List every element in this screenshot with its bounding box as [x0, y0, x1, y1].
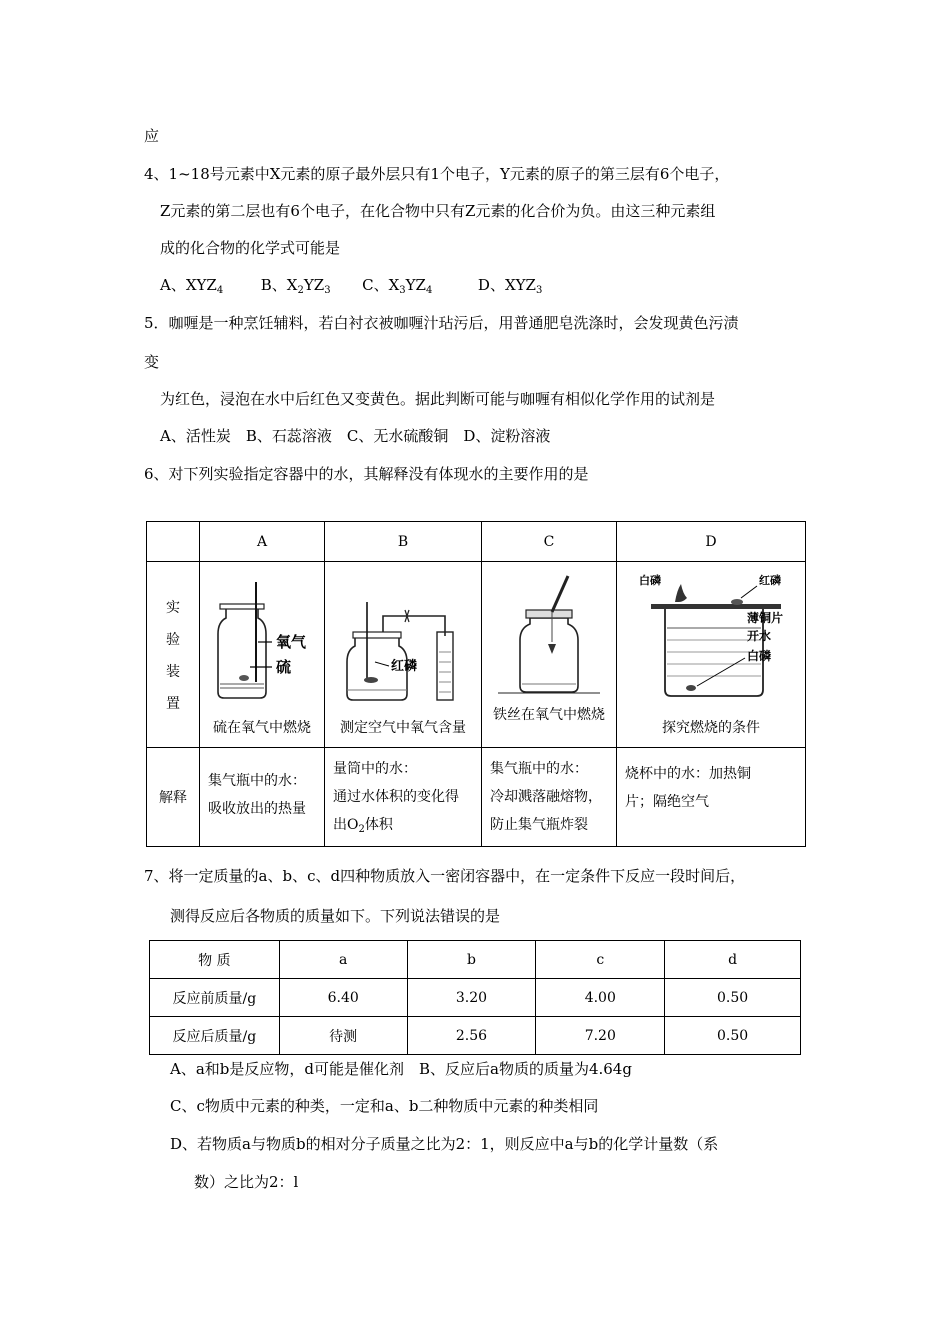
q6-cell-c-figure	[482, 562, 617, 748]
q6-stem: 6、对下列实验指定容器中的水，其解释没有体现水的主要作用的是	[144, 465, 589, 483]
label-oxygen: 氧气	[276, 633, 307, 651]
q7-header-c: c	[536, 941, 665, 979]
q5-stem-line2: 变	[144, 353, 160, 371]
q4-stem-line1: 4、1~18号元素中X元素的原子最外层只有1个电子，Y元素的原子的第三层有6个电子，	[144, 165, 730, 183]
label-white-phosphorus-bottom: 白磷	[747, 649, 772, 663]
q6-explain-d: 烧杯中的水：加热铜 片；隔绝空气	[617, 748, 806, 847]
q4-options	[160, 275, 542, 295]
page-fragment: 应	[144, 127, 160, 145]
q4-option-b: B、$X_2YZ_3$	[260, 276, 331, 296]
label-red-phosphorus: 红磷	[391, 659, 418, 674]
q6-header-d: D	[617, 522, 806, 562]
q5-stem-line1: 5．咖喱是一种烹饪辅料，若白衬衣被咖喱汁玷污后，用普通肥皂洗涤时，会发现黄色污渍	[144, 314, 739, 332]
q6-caption-b: 测定空气中氧气含量	[340, 720, 466, 736]
label-white-phosphorus-top: 白磷	[639, 574, 661, 587]
q6-cell-d-figure	[617, 562, 806, 748]
q6-header-a: A	[200, 522, 325, 562]
q6-cell-b-figure	[325, 562, 482, 748]
q6-header-empty	[147, 522, 200, 562]
q6-explain-c: 集气瓶中的水： 冷却溅落融熔物， 防止集气瓶炸裂	[482, 748, 617, 847]
label-boiling-water: 开水	[747, 629, 772, 643]
q4-option-d: D、$XYZ_3$	[477, 276, 543, 296]
q4-stem-line3: 成的化合物的化学式可能是	[160, 239, 341, 257]
q6-caption-c: 铁丝在氧气中燃烧	[493, 707, 605, 723]
q7-header-substance: 物 质	[150, 941, 280, 979]
q7-stem-line1: 7、将一定质量的a、b、c、d四种物质放入一密闭容器中，在一定条件下反应一段时间后，	[144, 867, 746, 885]
q7-header-a: a	[279, 941, 407, 979]
q6-explain-a: 集气瓶中的水： 吸收放出的热量	[200, 748, 325, 847]
q6-table	[146, 521, 806, 847]
q7-option-d-line2: 数）之比为2：l	[194, 1173, 299, 1191]
q5-options: A、活性炭 B、石蕊溶液 C、无水硫酸铜 D、淀粉溶液	[160, 427, 551, 445]
q6-explain-b: 量筒中的水： 通过水体积的变化得 出$O_2$体积	[325, 748, 482, 847]
q4-stem-line2: Z元素的第二层也有6个电子，在化合物中只有Z元素的化合价为负。由这三种元素组	[160, 202, 716, 220]
q6-header-b: B	[325, 522, 482, 562]
q6-cell-a-figure	[200, 562, 325, 748]
q6-caption-d: 探究燃烧的条件	[662, 720, 760, 736]
label-sulfur: 硫	[276, 658, 292, 676]
q5-stem-line3: 为红色，浸泡在水中后红色又变黄色。据此判断可能与咖喱有相似化学作用的试剂是	[160, 390, 716, 408]
q6-header-c: C	[482, 522, 617, 562]
q4-option-c: C、$X_3YZ_4$	[362, 276, 433, 296]
q7-option-d-line1: D、若物质a与物质b的相对分子质量之比为2：1，则反应中a与b的化学计量数（系	[170, 1135, 719, 1153]
q7-header-d: d	[665, 941, 801, 979]
q7-header-b: b	[407, 941, 536, 979]
q7-option-ab: A、a和b是反应物，d可能是催化剂 B、反应后a物质的质量为4.64g	[170, 1060, 632, 1078]
q6-caption-a: 硫在氧气中燃烧	[213, 720, 311, 736]
q4-option-a: A、$XYZ_4$	[160, 276, 224, 296]
q6-row-label-explanation: 解释	[147, 748, 200, 847]
label-copper-sheet: 薄铜片	[747, 611, 784, 625]
q7-option-c: C、c物质中元素的种类，一定和a、b二种物质中元素的种类相同	[170, 1097, 599, 1115]
q6-row-label-apparatus: 实 验 装 置	[147, 562, 200, 748]
q7-mass-table	[149, 940, 801, 1055]
table-row: 反应后质量/g 待测 2.56 7.20 0.50	[150, 1017, 801, 1055]
q7-stem-line2: 测得反应后各物质的质量如下。下列说法错误的是	[170, 907, 501, 925]
label-red-phosphorus-d: 红磷	[759, 574, 781, 587]
table-row: 反应前质量/g 6.40 3.20 4.00 0.50	[150, 979, 801, 1017]
